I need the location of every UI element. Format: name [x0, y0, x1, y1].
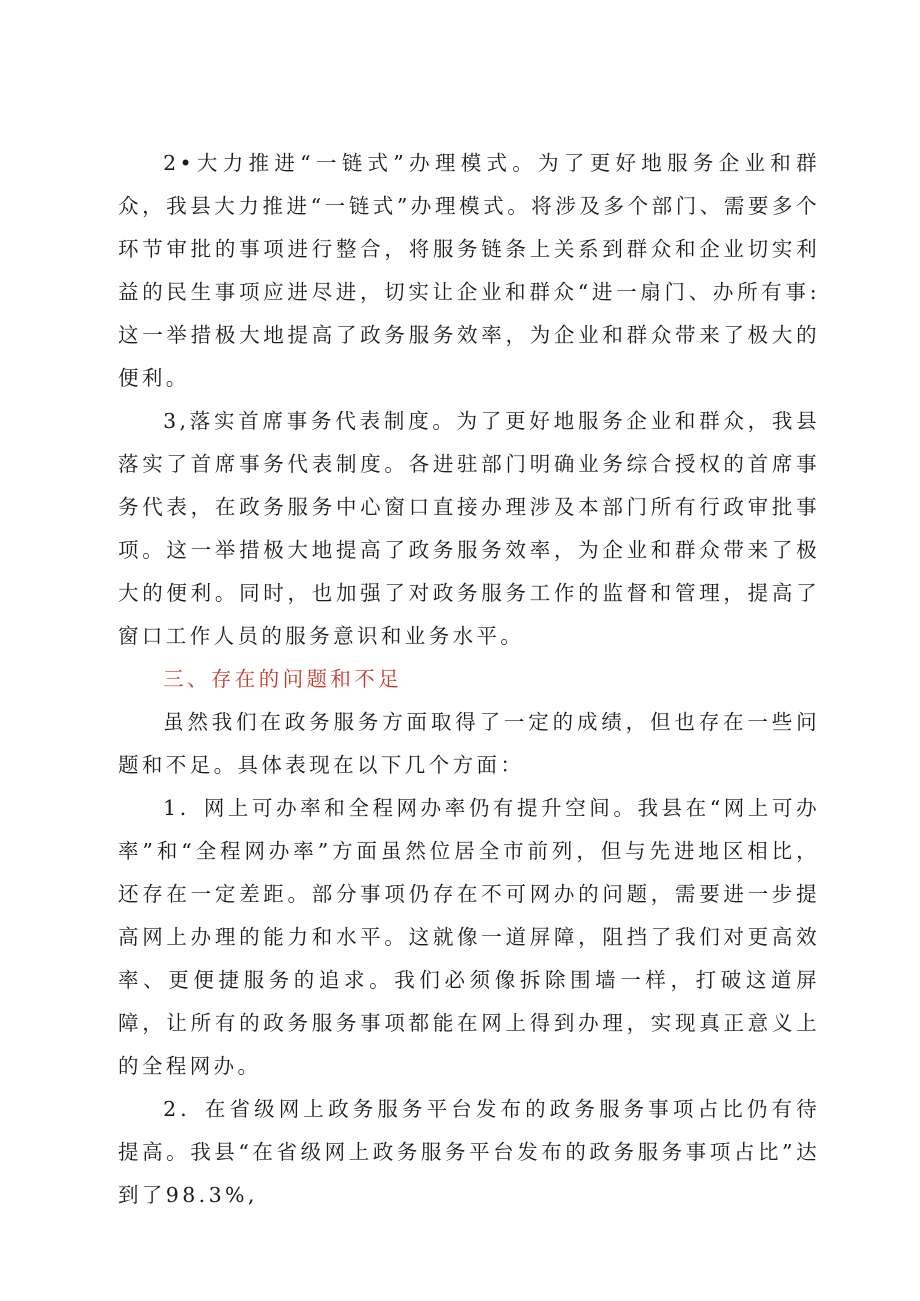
document-body — [118, 142, 820, 1217]
paragraph-problems-intro: 虽然我们在政务服务方面取得了一定的成绩，但也存在一些问题和不足。具体表现在以下几个方面： — [118, 710, 820, 777]
paragraph-provincial-platform: 2．在省级网上政务服务平台发布的政务服务事项占比仍有待提高。我县“在省级网上政务服务平台发布的政务服务事项占比”达到了98.3%, — [118, 1097, 820, 1207]
section-heading-problems: 三、存在的问题和不足 — [163, 667, 403, 691]
paragraph-one-chain-mode: 2•大力推进“一链式”办理模式。为了更好地服务企业和群众，我县大力推进“一链式”办理模式。将涉及多个部门、需要多个环节审批的事项进行整合，将服务链条上关系到群众和企业切实利益的民生事项应进尽进，切实让企业和群众“进一扇门、办所有事:这一举措极大地提高了政务服务效率，为企业和群众带来了极大的便利。 — [118, 151, 820, 390]
paragraph-online-rate: 1．网上可办率和全程网办率仍有提升空间。我县在“网上可办率”和“全程网办率”方面虽然位居全市前列，但与先进地区相比，还存在一定差距。部分事项仍存在不可网办的问题，需要进一步提高网上办理的能力和水平。这就像一道屏障，阻挡了我们对更高效率、更便捷服务的追求。我们必须像拆除围墙一样，打破这道屏障，让所有的政务服务事项都能在网上得到办理，实现真正意义上的全程网办。 — [118, 796, 820, 1078]
paragraph-chief-representative: 3,落实首席事务代表制度。为了更好地服务企业和群众，我县落实了首席事务代表制度。各进驻部门明确业务综合授权的首席事务代表，在政务服务中心窗口直接办理涉及本部门所有行政审批事项。这一举措极大地提高了政务服务效率，为企业和群众带来了极大的便利。同时，也加强了对政务服务工作的监督和管理，提高了窗口工作人员的服务意识和业务水平。 — [118, 409, 820, 648]
